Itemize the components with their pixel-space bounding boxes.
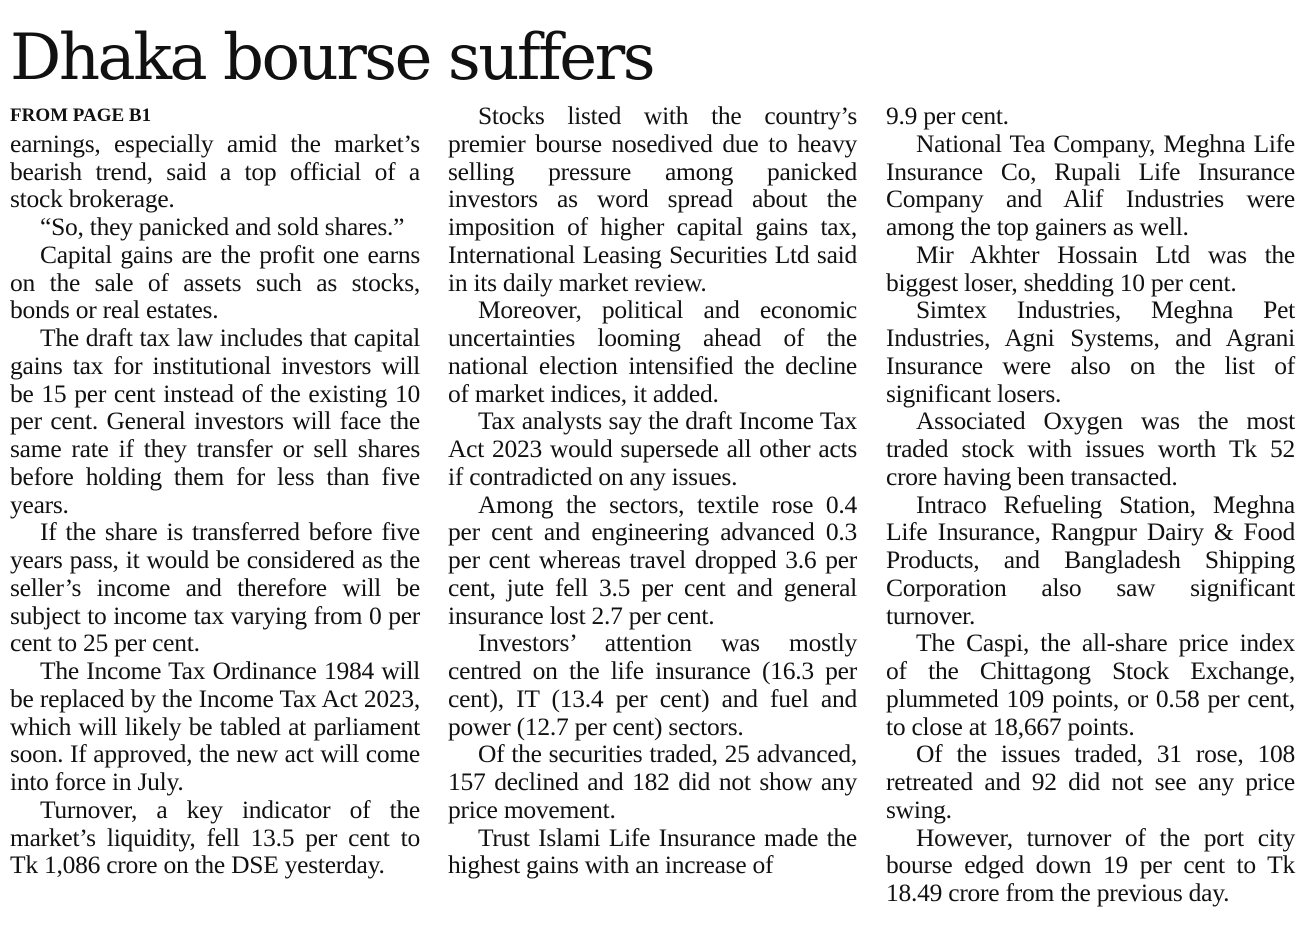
paragraph: earnings, especially amid the market’s bearish trend, said a top official of a stock brokerage. — [10, 128, 420, 214]
paragraph: The draft tax law includes that capital gains tax for institutional investors will be 15 per cent instead of the existing 10 per cent. General investors will face the same rate if they transfer or sell shares before holding them for less than five years. — [10, 323, 420, 519]
paragraph: Investors’ attention was mostly centred on the life insurance (16.3 per cent), IT (13.4 per cent) and fuel and power (12.7 per cent) sectors. — [448, 628, 857, 741]
paragraph: However, turnover of the port city bourse edged down 19 per cent to Tk 18.49 crore from the previous day. — [886, 822, 1295, 907]
paragraph: “So, they panicked and sold shares.” — [40, 212, 405, 241]
paragraph: Simtex Industries, Meghna Pet Industries, Agni Systems, and Agrani Insurance were also on the list of significant losers. — [886, 295, 1295, 408]
paragraph: Stocks listed with the country’s premier bourse nosedived due to heavy selling pressure among panicked investors as word spread about the imposition of higher capital gains tax, International Leasing Securities Ltd said in its daily market review. — [448, 101, 857, 297]
dateline: FROM PAGE B1 — [10, 105, 152, 126]
paragraph: The Income Tax Ordinance 1984 will be replaced by the Income Tax Act 2023, which will likely be tabled at parliament soon. If approved, the new act will come into force in July. — [10, 656, 420, 796]
paragraph: National Tea Company, Meghna Life Insurance Co, Rupali Life Insurance Company and Alif Industries were among the top gainers as well. — [886, 128, 1295, 241]
headline: Dhaka bourse suffers — [10, 21, 654, 95]
paragraph: 9.9 per cent. — [886, 101, 1009, 130]
article-column-1 — [10, 102, 420, 879]
paragraph: Of the securities traded, 25 advanced, 157 declined and 182 did not show any price movement. — [448, 739, 857, 824]
paragraph: Mir Akhter Hossain Ltd was the biggest loser, shedding 10 per cent. — [886, 239, 1295, 297]
article-column-3 — [886, 102, 1295, 907]
paragraph: Tax analysts say the draft Income Tax Act 2023 would supersede all other acts if contradicted on any issues. — [448, 406, 857, 491]
paragraph: If the share is transferred before five years pass, it would be considered as the seller’s income and therefore will be subject to income tax varying from 0 per cent to 25 per cent. — [10, 517, 420, 658]
paragraph: Among the sectors, textile rose 0.4 per cent and engineering advanced 0.3 per cent whereas travel dropped 3.6 per cent, jute fell 3.5 per cent and general insurance lost 2.7 per cent. — [448, 489, 857, 630]
paragraph: Turnover, a key indicator of the market’s liquidity, fell 13.5 per cent to Tk 1,086 crore on the DSE yesterday. — [10, 794, 420, 880]
paragraph: Intraco Refueling Station, Meghna Life Insurance, Rangpur Dairy & Food Products, and Bangladesh Shipping Corporation also saw significant turnover. — [886, 489, 1295, 630]
paragraph: The Caspi, the all-share price index of the Chittagong Stock Exchange, plummeted 109 points, or 0.58 per cent, to close at 18,667 points. — [886, 628, 1295, 741]
paragraph: Trust Islami Life Insurance made the highest gains with an increase of — [448, 822, 857, 880]
paragraph: Associated Oxygen was the most traded stock with issues worth Tk 52 crore having been transacted. — [886, 406, 1295, 491]
paragraph: Capital gains are the profit one earns on the sale of assets such as stocks, bonds or real estates. — [10, 239, 420, 325]
article-column-2 — [448, 102, 857, 879]
paragraph: Moreover, political and economic uncertainties looming ahead of the national election intensified the decline of market indices, it added. — [448, 295, 857, 408]
paragraph: Of the issues traded, 31 rose, 108 retreated and 92 did not see any price swing. — [886, 739, 1295, 824]
